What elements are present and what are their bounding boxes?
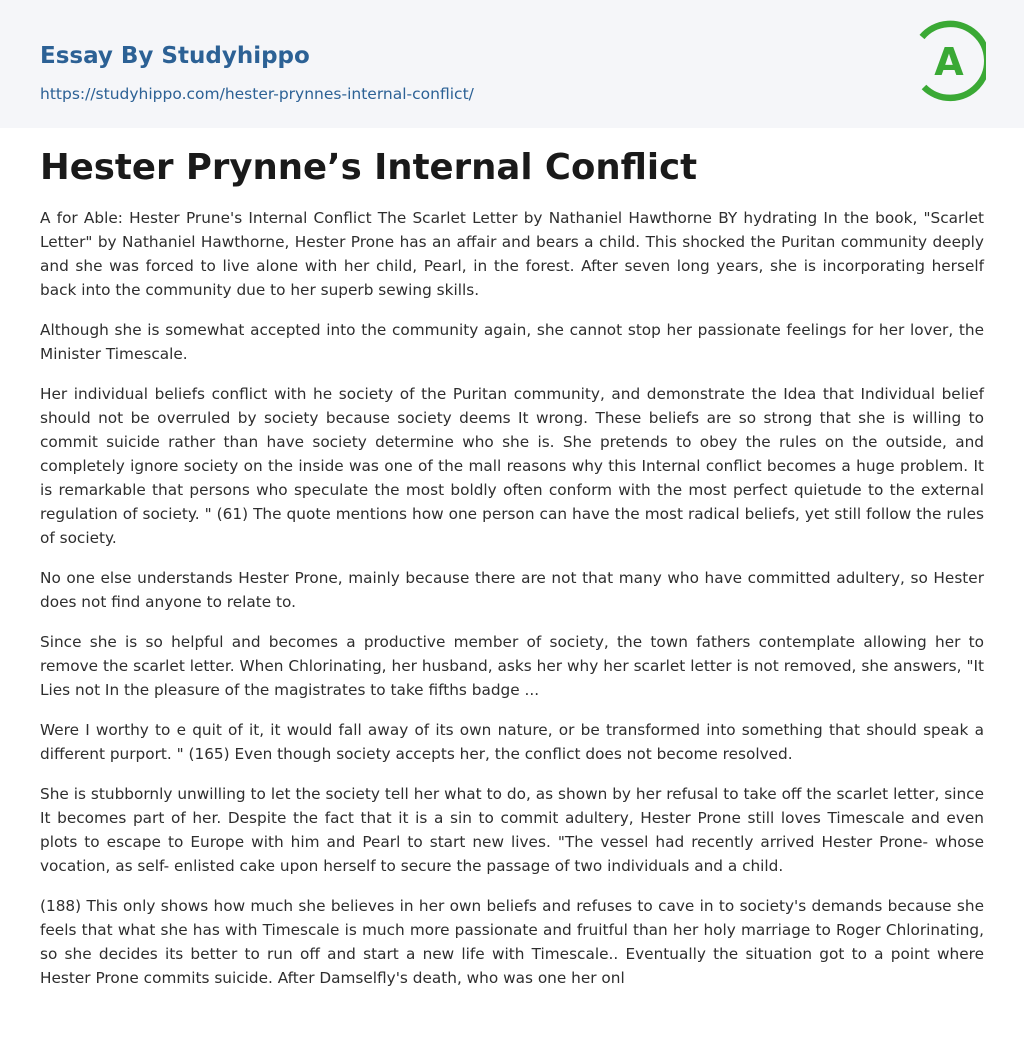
essay-paragraph: Her individual beliefs conflict with he society of the Puritan community, and demonstrate the Idea that Individual belief should not be overruled by society because society deems It wrong. These beliefs are so strong that she is willing to commit suicide rather than have society determine who she is. She pretends to obey the rules on the outside, and completely ignore society on the inside was one of the mall reasons why this Internal conflict becomes a huge problem. It is remarkable that persons who speculate the most boldly often conform with the most perfect quietude to the external regulation of society. " (61) The quote mentions how one person can have the most radical beliefs, yet still follow the rules of society. [40, 385, 984, 547]
site-brand[interactable]: Essay By Studyhippo [40, 43, 310, 69]
essay-paragraph: Since she is so helpful and becomes a productive member of society, the town fathers contemplate allowing her to remove the scarlet letter. When Chlorinating, her husband, asks her why her scarlet letter is not removed, she answers, "It Lies not In the pleasure of the magistrates to take fifths badge ... [40, 633, 984, 699]
studyhippo-logo[interactable] [912, 19, 986, 105]
essay-paragraph: She is stubbornly unwilling to let the society tell her what to do, as shown by her refusal to take off the scarlet letter, since It becomes part of her. Despite the fact that it is a sin to commit adultery, Hester Prone still loves Timescale and even plots to escape to Europe with him and Pearl to start new lives. "The vessel had recently arrived Hester Prone- whose vocation, as self- enlisted cake upon herself to secure the passage of two individuals and a child. [40, 785, 984, 875]
essay-content [40, 145, 984, 1006]
essay-paragraph: Were I worthy to e quit of it, it would fall away of its own nature, or be transformed into something that should speak a different purport. " (165) Even though society accepts her, the conflict does not become resolved. [40, 721, 984, 763]
logo-letter: A [934, 40, 964, 84]
essay-paragraph: No one else understands Hester Prone, mainly because there are not that many who have committed adultery, so Hester does not find anyone to relate to. [40, 569, 984, 611]
essay-title: Hester Prynne’s Internal Conflict [40, 147, 698, 188]
essay-paragraph: A for Able: Hester Prune's Internal Conflict The Scarlet Letter by Nathaniel Hawthorne BY hydrating In the book, "Scarlet Letter" by Nathaniel Hawthorne, Hester Prone has an affair and bears a child. This shocked the Puritan community deeply and she was forced to live alone with her child, Pearl, in the forest. After seven long years, she is incorporating herself back into the community due to her superb sewing skills. [40, 209, 984, 299]
essay-paragraph: (188) This only shows how much she believes in her own beliefs and refuses to cave in to society's demands because she feels that what she has with Timescale is much more passionate and fruitful than her holy marriage to Roger Chlorinating, so she decides its better to run off and start a new life with Timescale.. Eventually the situation got to a point where Hester Prone commits suicide. After Damselfly's death, who was one her onl [40, 897, 984, 987]
essay-url-link[interactable]: https://studyhippo.com/hester-prynnes-internal-conflict/ [40, 85, 474, 103]
essay-paragraph: Although she is somewhat accepted into the community again, she cannot stop her passionate feelings for her lover, the Minister Timescale. [40, 321, 984, 363]
page-header [0, 0, 1024, 128]
